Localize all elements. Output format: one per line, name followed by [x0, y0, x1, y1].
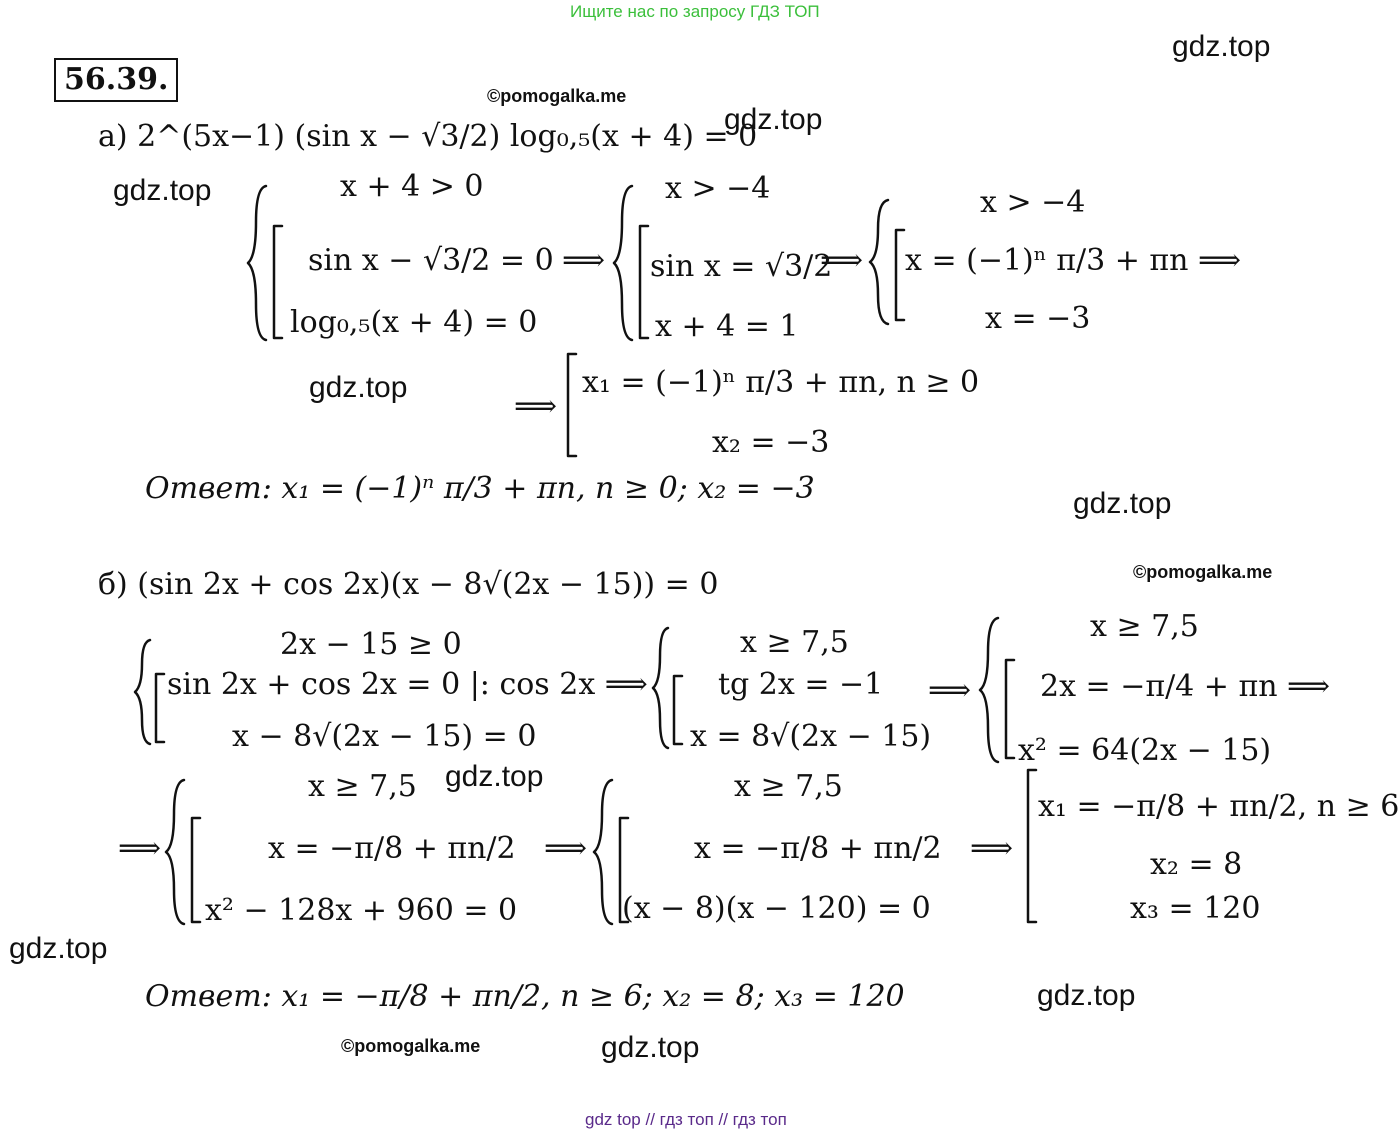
implies-arrow: ⟹ [820, 243, 864, 278]
watermark-gdz: gdz.top [1172, 30, 1271, 63]
system-brace-icon [252, 182, 292, 344]
part-a-s1-line: x + 4 > 0 [340, 169, 484, 204]
watermark-gdz: gdz.top [309, 371, 408, 404]
part-a-s1-line: sin x − √3/2 = 0 [308, 243, 554, 278]
part-b-s2-line: tg 2x = −1 [718, 667, 884, 702]
part-b-s2-line: x ≥ 7,5 [740, 625, 849, 660]
part-b-result-line: x₃ = 120 [1130, 891, 1261, 926]
part-b-s1-line: 2x − 15 ≥ 0 [280, 627, 462, 662]
part-a-answer: Ответ: x₁ = (−1)ⁿ π/3 + πn, n ≥ 0; x₂ = −3 [145, 471, 815, 506]
part-b-equation: б) (sin 2x + cos 2x)(x − 8√(2x − 15)) = 0 [98, 567, 719, 602]
implies-arrow: ⟹ [118, 831, 162, 866]
watermark-pomogalka: ©pomogalka.me [341, 1036, 481, 1056]
part-a-result-line: x₂ = −3 [712, 425, 830, 460]
implies-arrow: ⟹ [928, 673, 972, 708]
part-b-s1-line: x − 8√(2x − 15) = 0 [232, 719, 537, 754]
watermark-gdz: gdz.top [1037, 979, 1136, 1012]
implies-arrow: ⟹ [514, 389, 558, 424]
watermark-pomogalka: ©pomogalka.me [1133, 562, 1273, 582]
part-b-s3-line: 2x = −π/4 + πn ⟹ [1040, 669, 1331, 704]
part-b-s5-line: x = −π/8 + πn/2 [694, 831, 942, 866]
implies-arrow: ⟹ [562, 243, 606, 278]
system-brace-icon [656, 624, 692, 752]
part-b-s4-line: x² − 128x + 960 = 0 [205, 893, 518, 928]
top-search-link[interactable]: Ищите нас по запросу ГДЗ ТОП [570, 2, 820, 21]
part-a-s2-line: x > −4 [665, 171, 771, 206]
problem-number: 56.39. [54, 58, 178, 102]
watermark-gdz: gdz.top [1073, 487, 1172, 520]
watermark-gdz: gdz.top [113, 174, 212, 207]
implies-arrow: ⟹ [970, 831, 1014, 866]
part-a-equation: а) 2^(5x−1) (sin x − √3/2) log₀,₅(x + 4) = 0 [98, 119, 758, 154]
part-b-s4-line: x ≥ 7,5 [308, 769, 417, 804]
part-a-s1-line: log₀,₅(x + 4) = 0 [290, 305, 538, 340]
part-b-s3-line: x² = 64(2x − 15) [1018, 733, 1272, 768]
part-a-result-line: x₁ = (−1)ⁿ π/3 + πn, n ≥ 0 [582, 365, 980, 400]
part-b-s4-line: x = −π/8 + πn/2 [268, 831, 516, 866]
part-a-s3-line: x > −4 [980, 185, 1086, 220]
part-b-s5-line: x ≥ 7,5 [734, 769, 843, 804]
part-b-s2-line: x = 8√(2x − 15) [690, 719, 932, 754]
part-a-s2-line: sin x = √3/2 [650, 249, 833, 284]
bracket-icon [562, 350, 582, 460]
watermark-gdz: gdz.top [724, 103, 823, 136]
part-a-s3-line: x = −3 [985, 301, 1091, 336]
part-a-s2-line: x + 4 = 1 [655, 309, 799, 344]
part-b-s3-line: x ≥ 7,5 [1090, 609, 1199, 644]
part-a-s3-line: x = (−1)ⁿ π/3 + πn ⟹ [905, 243, 1241, 278]
part-b-s5-line: (x − 8)(x − 120) = 0 [622, 891, 931, 926]
footer-links[interactable]: gdz top // гдз топ // гдз топ [585, 1110, 787, 1129]
system-brace-icon [170, 776, 210, 928]
watermark-gdz: gdz.top [9, 932, 108, 965]
watermark-gdz: gdz.top [601, 1031, 700, 1064]
watermark-gdz: gdz.top [445, 760, 544, 793]
implies-arrow: ⟹ [544, 831, 588, 866]
part-b-result-line: x₁ = −π/8 + πn/2, n ≥ 6 [1038, 789, 1400, 824]
watermark-pomogalka: ©pomogalka.me [487, 86, 627, 106]
part-b-s1-line: sin 2x + cos 2x = 0 |: cos 2x ⟹ [167, 667, 648, 702]
part-b-answer: Ответ: x₁ = −π/8 + πn/2, n ≥ 6; x₂ = 8; x₃ = 120 [145, 979, 905, 1014]
part-b-result-line: x₂ = 8 [1150, 847, 1243, 882]
